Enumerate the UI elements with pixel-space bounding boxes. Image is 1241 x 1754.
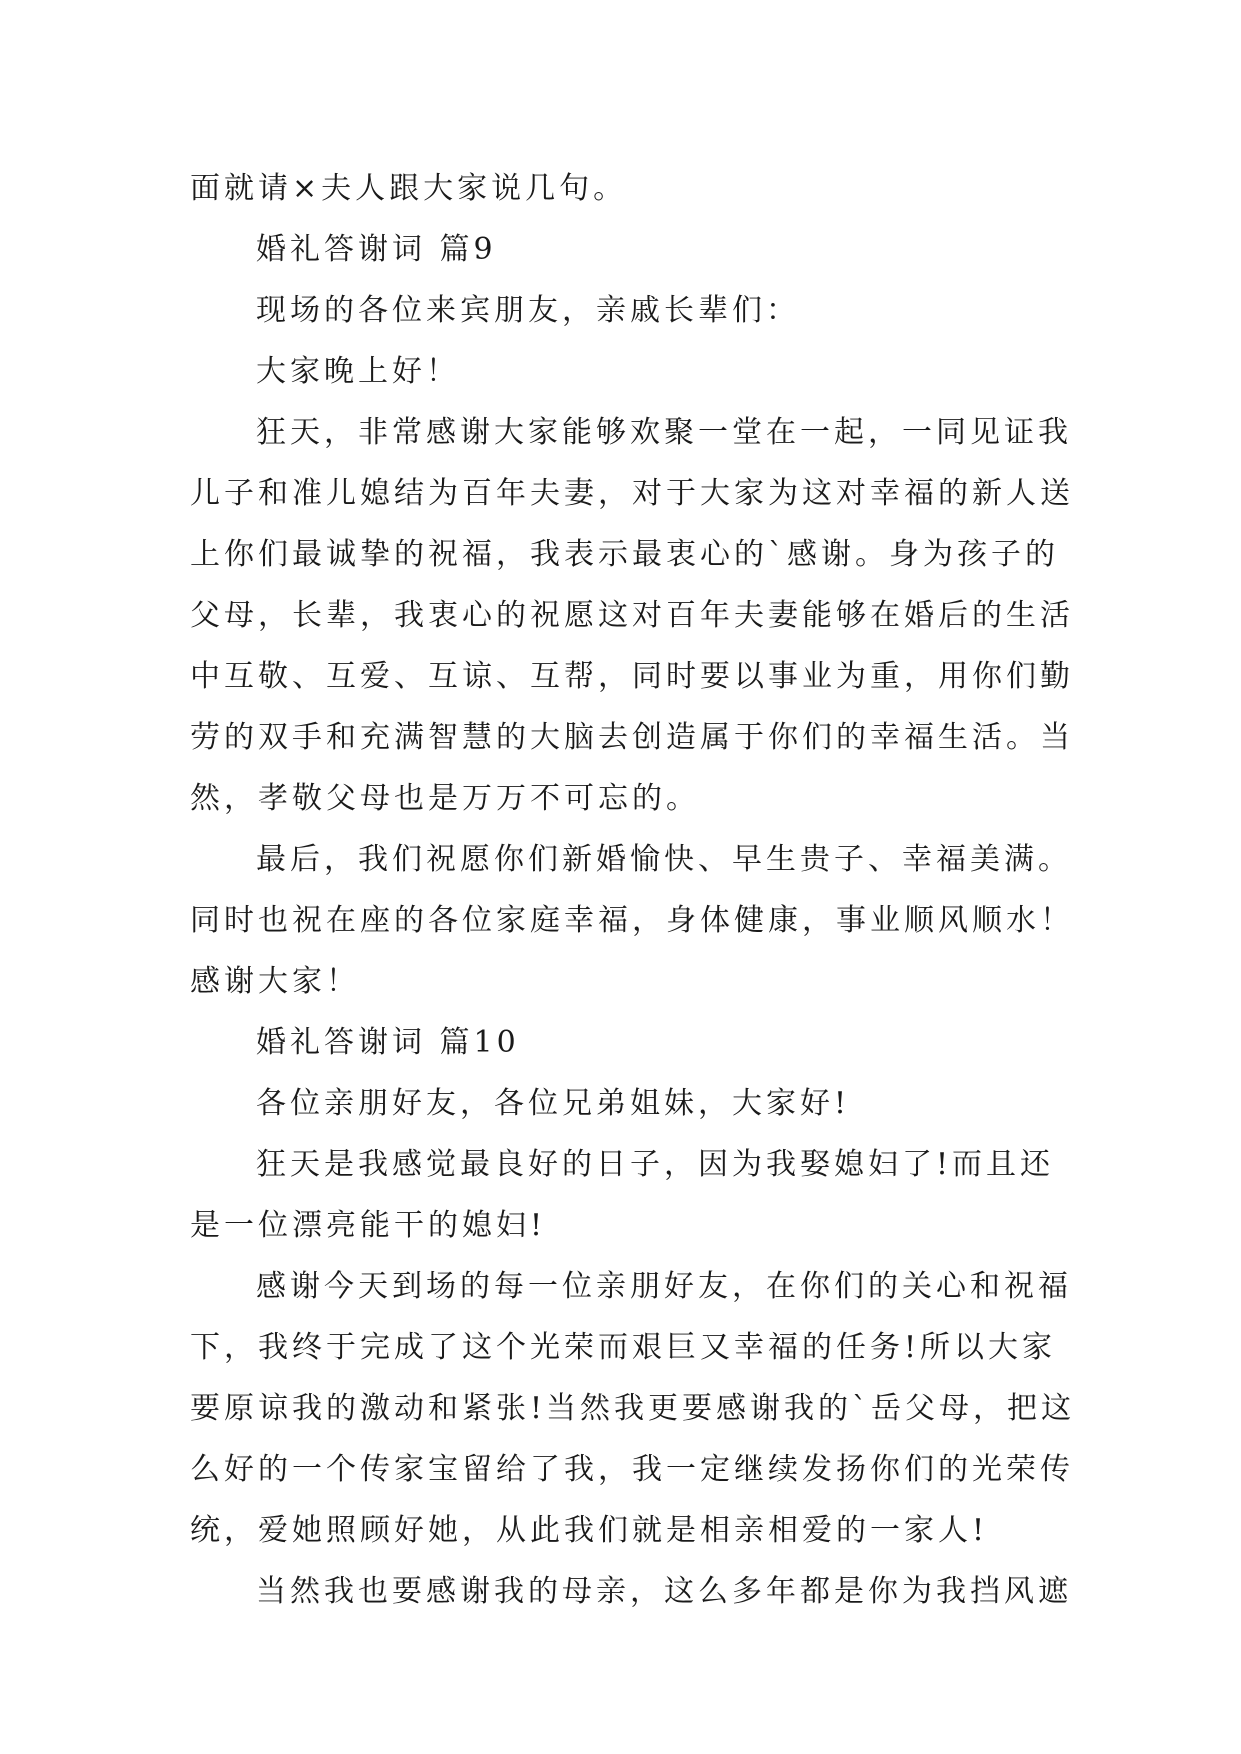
paragraph-line: 父母，长辈，我衷心的祝愿这对百年夫妻能够在婚后的生活 [190,598,1074,633]
paragraph-line: 感谢今天到场的每一位亲朋好友，在你们的关心和祝福 [256,1269,1072,1304]
paragraph-line: 统，爱她照顾好她，从此我们就是相亲相爱的一家人! [190,1513,989,1548]
paragraph-line: 狂天是我感觉最良好的日子，因为我娶媳妇了!而且还 [256,1147,1055,1182]
paragraph-line: 么好的一个传家宝留给了我，我一定继续发扬你们的光荣传 [190,1452,1074,1487]
salutation-line: 各位亲朋好友，各位兄弟姐妹，大家好! [256,1086,851,1121]
paragraph-line: 面就请×夫人跟大家说几句。 [190,171,628,206]
paragraph-line: 要原谅我的激动和紧张!当然我更要感谢我的`岳父母，把这 [190,1391,1076,1426]
paragraph-line: 狂天，非常感谢大家能够欢聚一堂在一起，一同见证我 [256,415,1072,450]
section-heading: 婚礼答谢词 篇9 [256,232,497,267]
paragraph-line: 然，孝敬父母也是万万不可忘的。 [190,781,700,816]
section-heading: 婚礼答谢词 篇10 [256,1025,520,1060]
paragraph-line: 最后，我们祝愿你们新婚愉快、早生贵子、幸福美满。 [256,842,1072,877]
paragraph-line: 中互敬、互爱、互谅、互帮，同时要以事业为重，用你们勤 [190,659,1074,694]
paragraph-line: 感谢大家！ [190,964,360,999]
paragraph-line: 劳的双手和充满智慧的大脑去创造属于你们的幸福生活。当 [190,720,1074,755]
paragraph-line: 当然我也要感谢我的母亲，这么多年都是你为我挡风遮 [256,1574,1072,1609]
paragraph-line: 下，我终于完成了这个光荣而艰巨又幸福的任务!所以大家 [190,1330,1057,1365]
paragraph-line: 是一位漂亮能干的媳妇! [190,1208,547,1243]
salutation-line: 现场的各位来宾朋友，亲戚长辈们： [256,293,800,328]
document-body [190,158,1076,1622]
paragraph-line: 儿子和准儿媳结为百年夫妻，对于大家为这对幸福的新人送 [190,476,1074,511]
paragraph-line: 上你们最诚挚的祝福，我表示最衷心的`感谢。身为孩子的 [190,537,1059,572]
greeting-line: 大家晚上好！ [256,354,460,389]
paragraph-line: 同时也祝在座的各位家庭幸福，身体健康，事业顺风顺水！ [190,903,1074,938]
